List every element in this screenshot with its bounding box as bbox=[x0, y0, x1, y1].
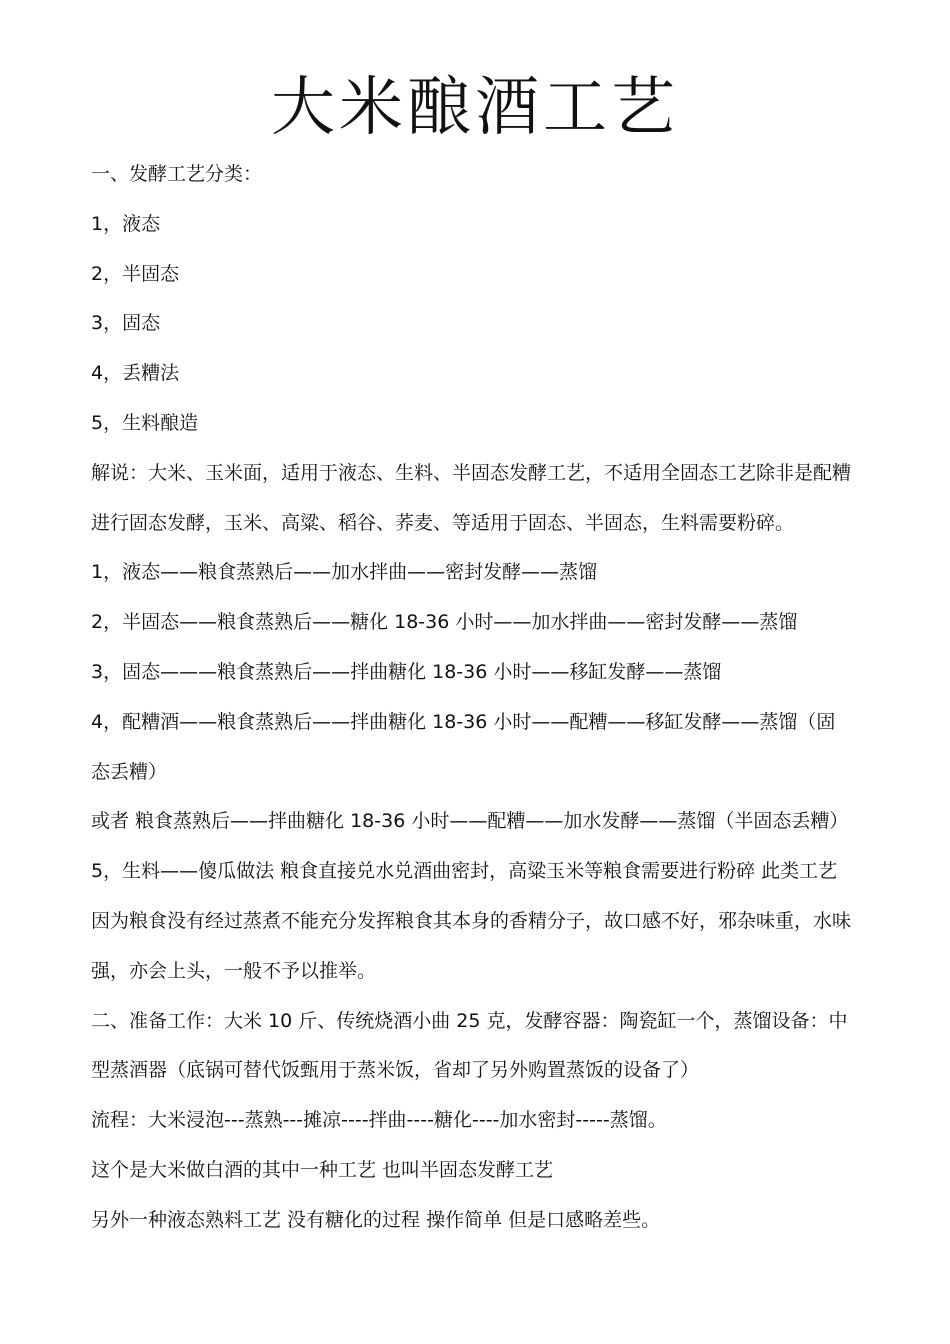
preparation-continued: 型蒸酒器（底锅可替代饭甄用于蒸米饭，省却了另外购置蒸饭的设备了） bbox=[91, 1059, 700, 1082]
explanation-paragraph-line: 进行固态发酵，玉米、高粱、稻谷、荞麦、等适用于固态、半固态，生料需要粉碎。 bbox=[91, 511, 795, 534]
process-solid: 3，固态———粮食蒸熟后——拌曲糖化 18-36 小时——移缸发酵——蒸馏 bbox=[91, 660, 722, 683]
process-raw-material: 5，生料——傻瓜做法 粮食直接兑水兑酒曲密封，高粱玉米等粮食需要进行粉碎 此类工艺 bbox=[91, 860, 838, 883]
process-mixed-residue-continued: 态丢糟） bbox=[91, 760, 168, 783]
section-heading-fermentation-types: 一、发酵工艺分类： bbox=[91, 163, 263, 185]
document-body bbox=[91, 150, 861, 1246]
list-item-semi-solid: 2，半固态 bbox=[91, 262, 180, 285]
process-raw-material-note: 强，亦会上头，一般不予以推举。 bbox=[91, 959, 377, 982]
document-title: 大米酿酒工艺 bbox=[271, 71, 679, 145]
process-liquid: 1，液态——粮食蒸熟后——加水拌曲——密封发酵——蒸馏 bbox=[91, 561, 598, 584]
process-alternative: 或者 粮食蒸熟后——拌曲糖化 18-36 小时——配糟——加水发酵——蒸馏（半固态丢糟） bbox=[91, 810, 849, 833]
note-line: 另外一种液态熟料工艺 没有糖化的过程 操作简单 但是口感略差些。 bbox=[91, 1208, 661, 1231]
list-item-discard-residue: 4，丢糟法 bbox=[91, 362, 180, 385]
explanation-paragraph-line: 解说：大米、玉米面，适用于液态、生料、半固态发酵工艺，不适用全固态工艺除非是配糟 bbox=[91, 461, 852, 484]
note-line: 这个是大米做白酒的其中一种工艺 也叫半固态发酵工艺 bbox=[91, 1158, 554, 1181]
list-item-liquid: 1，液态 bbox=[91, 212, 161, 235]
process-raw-material-note: 因为粮食没有经过蒸煮不能充分发挥粮食其本身的香精分子，故口感不好，邪杂味重，水味 bbox=[91, 909, 852, 932]
process-semi-solid: 2，半固态——粮食蒸熟后——糖化 18-36 小时——加水拌曲——密封发酵——蒸馏 bbox=[91, 611, 798, 634]
list-item-raw-material: 5，生料酿造 bbox=[91, 411, 199, 434]
workflow-line: 流程：大米浸泡---蒸熟---摊凉----拌曲----糖化----加水密封-----蒸馏。 bbox=[91, 1109, 667, 1132]
section-heading-preparation: 二、准备工作：大米 10 斤、传统烧酒小曲 25 克，发酵容器：陶瓷缸一个，蒸馏设备：中 bbox=[91, 1009, 848, 1032]
process-mixed-residue: 4，配糟酒——粮食蒸熟后——拌曲糖化 18-36 小时——配糟——移缸发酵——蒸馏（固 bbox=[91, 710, 836, 733]
list-item-solid: 3，固态 bbox=[91, 312, 161, 335]
